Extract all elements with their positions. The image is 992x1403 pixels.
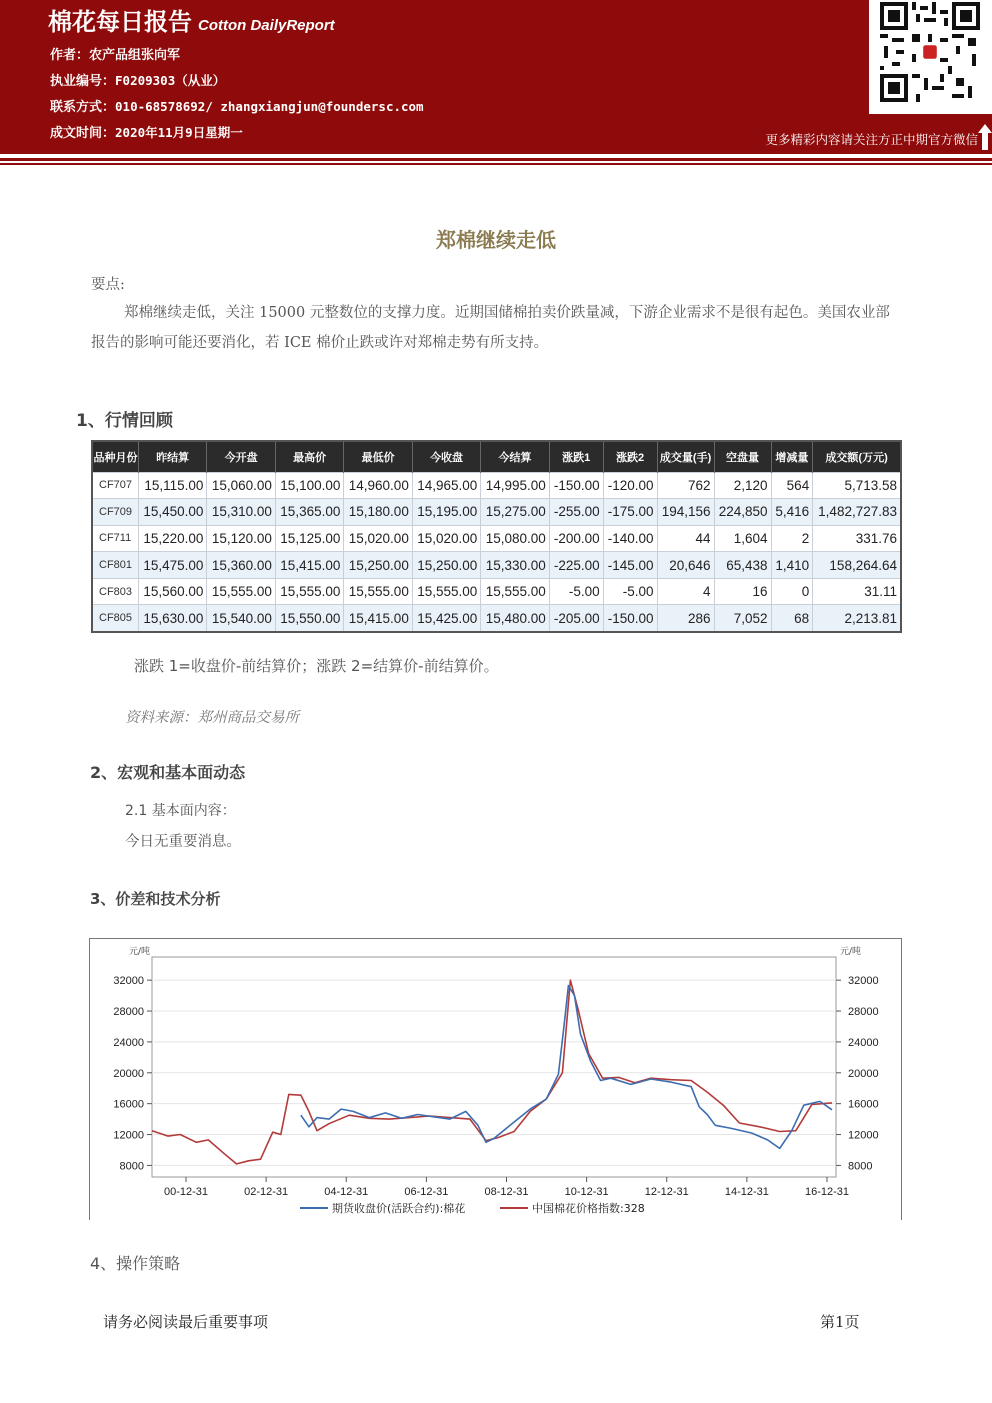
- table-cell: 15,100.00: [275, 472, 343, 499]
- table-cell: 15,220.00: [138, 525, 206, 552]
- table-cell: 15,555.00: [344, 578, 412, 605]
- price-chart: [89, 938, 902, 1220]
- table-cell: 4: [657, 578, 714, 605]
- author-name: 农产品组张向军: [89, 48, 181, 63]
- keypoints-label: 要点:: [91, 277, 125, 293]
- contact-line: [50, 96, 424, 115]
- table-cell: 15,125.00: [275, 525, 343, 552]
- x-tick-label: 02-12-31: [244, 1186, 289, 1198]
- section-technical-heading: 3、价差和技术分析: [90, 890, 221, 908]
- x-tick-label: 14-12-31: [724, 1186, 769, 1198]
- keypoints-text: 郑棉继续走低，关注 15000 元整数位的支撑力度。近期国储棉拍卖价跌量减，下游企业需求不是很有起色。美国农业部报告的影响可能还要消化，若 ICE 棉价止跌或许对郑棉走势有所支持。: [91, 305, 890, 351]
- y-tick-label: 20000: [113, 1067, 144, 1080]
- table-cell: 1,604: [714, 525, 771, 552]
- x-tick-label: 10-12-31: [564, 1186, 609, 1198]
- table-cell: 44: [657, 525, 714, 552]
- column-header: 今开盘: [207, 441, 275, 472]
- table-cell: 15,195.00: [412, 499, 480, 526]
- header-divider-thin: [0, 163, 992, 165]
- date-line: [50, 122, 243, 141]
- contact-label: 联系方式：: [50, 100, 116, 115]
- table-cell: 15,480.00: [481, 605, 549, 632]
- table-cell: 15,415.00: [275, 552, 343, 579]
- report-title: [48, 2, 335, 37]
- author-label: 作者：: [50, 48, 90, 63]
- table-cell: 564: [771, 472, 813, 499]
- table-cell: 2: [771, 525, 813, 552]
- table-cell: 15,080.00: [481, 525, 549, 552]
- contract-code-cell: CF709: [92, 499, 138, 526]
- qr-code[interactable]: [869, 0, 992, 114]
- news-text: 今日无重要消息。: [125, 834, 241, 850]
- column-header: 品种月份: [92, 441, 138, 472]
- table-cell: 1,410: [771, 552, 813, 579]
- table-cell: 15,555.00: [412, 578, 480, 605]
- table-cell: 14,995.00: [481, 472, 549, 499]
- table-cell: 2,120: [714, 472, 771, 499]
- table-cell: 15,020.00: [344, 525, 412, 552]
- header-divider: [0, 158, 992, 161]
- column-header: 今收盘: [412, 441, 480, 472]
- report-title-cn: 棉花每日报告: [48, 8, 192, 36]
- table-cell: 15,020.00: [412, 525, 480, 552]
- x-tick-label: 08-12-31: [484, 1186, 529, 1198]
- table-cell: 15,250.00: [412, 552, 480, 579]
- table-cell: 286: [657, 605, 714, 632]
- column-header: 涨跌1: [549, 441, 603, 472]
- arrow-up-icon: [978, 124, 992, 150]
- column-header: 空盘量: [714, 441, 771, 472]
- license-number: F0209303（从业）: [115, 73, 226, 88]
- table-cell: -175.00: [603, 499, 657, 526]
- table-row: [92, 578, 901, 605]
- y-tick-label: 8000: [119, 1160, 144, 1173]
- table-cell: 1,482,727.83: [813, 499, 901, 526]
- table-cell: 20,646: [657, 552, 714, 579]
- table-cell: 15,550.00: [275, 605, 343, 632]
- table-cell: 194,156: [657, 499, 714, 526]
- y-tick-label-right: 16000: [848, 1098, 879, 1111]
- table-cell: 15,275.00: [481, 499, 549, 526]
- y-axis-label-right: 元/吨: [840, 947, 862, 957]
- license-label: 执业编号：: [50, 74, 116, 89]
- table-row: [92, 552, 901, 579]
- x-tick-label: 06-12-31: [404, 1186, 449, 1198]
- report-header: [0, 0, 992, 154]
- contract-code-cell: CF707: [92, 472, 138, 499]
- y-tick-label-right: 8000: [848, 1160, 873, 1173]
- table-cell: -205.00: [549, 605, 603, 632]
- series-line: [152, 980, 832, 1164]
- subsection-fundamentals-heading: 2.1 基本面内容：: [125, 803, 236, 819]
- column-header: 成交额(万元): [813, 441, 901, 472]
- x-tick-label: 04-12-31: [324, 1186, 369, 1198]
- contract-code-cell: CF803: [92, 578, 138, 605]
- table-note: 涨跌 1=收盘价-前结算价；涨跌 2=结算价-前结算价。: [134, 657, 499, 675]
- table-cell: 224,850: [714, 499, 771, 526]
- column-header: 增减量: [771, 441, 813, 472]
- table-cell: 15,365.00: [275, 499, 343, 526]
- table-cell: 7,052: [714, 605, 771, 632]
- table-cell: 158,264.64: [813, 552, 901, 579]
- table-cell: 15,120.00: [207, 525, 275, 552]
- table-cell: 15,555.00: [207, 578, 275, 605]
- table-cell: 5,416: [771, 499, 813, 526]
- table-cell: 15,425.00: [412, 605, 480, 632]
- series-line: [301, 986, 832, 1149]
- y-tick-label-right: 20000: [848, 1067, 879, 1080]
- table-cell: 65,438: [714, 552, 771, 579]
- price-chart-svg: [90, 939, 901, 1221]
- table-cell: 15,555.00: [275, 578, 343, 605]
- table-cell: 15,560.00: [138, 578, 206, 605]
- table-cell: 762: [657, 472, 714, 499]
- section-strategy-heading: 4、操作策略: [90, 1254, 181, 1273]
- table-cell: 15,060.00: [207, 472, 275, 499]
- table-cell: 15,250.00: [344, 552, 412, 579]
- table-row: [92, 499, 901, 526]
- table-cell: -140.00: [603, 525, 657, 552]
- table-cell: 15,540.00: [207, 605, 275, 632]
- table-cell: 0: [771, 578, 813, 605]
- qr-code-icon: [879, 2, 981, 102]
- column-header: 最高价: [275, 441, 343, 472]
- table-cell: 5,713.58: [813, 472, 901, 499]
- table-cell: -255.00: [549, 499, 603, 526]
- table-cell: 14,960.00: [344, 472, 412, 499]
- y-tick-label-right: 28000: [848, 1006, 879, 1019]
- x-tick-label: 16-12-31: [804, 1186, 850, 1198]
- table-header-row: [92, 441, 901, 472]
- table-row: [92, 472, 901, 499]
- table-cell: 15,630.00: [138, 605, 206, 632]
- report-date: 2020年11月9日星期一: [115, 125, 243, 140]
- table-row: [92, 525, 901, 552]
- y-tick-label: 32000: [113, 975, 144, 988]
- contract-code-cell: CF711: [92, 525, 138, 552]
- table-cell: -145.00: [603, 552, 657, 579]
- column-header: 昨结算: [138, 441, 206, 472]
- legend-label: 期货收盘价(活跃合约):棉花: [332, 1202, 466, 1215]
- x-tick-label: 12-12-31: [644, 1186, 689, 1198]
- table-cell: -5.00: [549, 578, 603, 605]
- table-cell: 15,310.00: [207, 499, 275, 526]
- section-macro-heading: 2、宏观和基本面动态: [90, 763, 246, 782]
- contract-code-cell: CF801: [92, 552, 138, 579]
- report-title-en: Cotton DailyReport: [198, 17, 335, 34]
- column-header: 成交量(手): [657, 441, 714, 472]
- y-axis-label-left: 元/吨: [128, 947, 150, 957]
- y-tick-label-right: 32000: [848, 975, 879, 988]
- table-cell: -5.00: [603, 578, 657, 605]
- column-header: 最低价: [344, 441, 412, 472]
- table-body: [92, 472, 901, 632]
- table-cell: -200.00: [549, 525, 603, 552]
- table-cell: 15,555.00: [481, 578, 549, 605]
- y-tick-label-right: 24000: [848, 1036, 879, 1049]
- y-tick-label: 16000: [113, 1098, 144, 1111]
- table-cell: 31.11: [813, 578, 901, 605]
- y-tick-label-right: 12000: [848, 1129, 879, 1142]
- section-market-review-heading: 1、行情回顾: [76, 411, 173, 431]
- table-cell: 15,115.00: [138, 472, 206, 499]
- column-header: 涨跌2: [603, 441, 657, 472]
- column-header: 今结算: [481, 441, 549, 472]
- contact-info: 010-68578692/ zhangxiangjun@foundersc.com: [115, 99, 424, 114]
- table-cell: 68: [771, 605, 813, 632]
- legend-label: 中国棉花价格指数:328: [532, 1202, 645, 1215]
- table-cell: 2,213.81: [813, 605, 901, 632]
- author-line: [50, 44, 180, 63]
- table-cell: 15,180.00: [344, 499, 412, 526]
- page-number: 第1页: [820, 1313, 860, 1331]
- table-cell: -150.00: [549, 472, 603, 499]
- x-tick-label: 00-12-31: [163, 1186, 209, 1198]
- data-source: 资料来源：郑州商品交易所: [125, 710, 299, 726]
- y-tick-label: 12000: [113, 1129, 144, 1142]
- table-cell: 15,475.00: [138, 552, 206, 579]
- follow-wechat-text: 更多精彩内容请关注方正中期官方微信: [765, 132, 978, 147]
- table-cell: -120.00: [603, 472, 657, 499]
- table-cell: 14,965.00: [412, 472, 480, 499]
- table-cell: 331.76: [813, 525, 901, 552]
- table-cell: -225.00: [549, 552, 603, 579]
- quote-table: [91, 440, 902, 633]
- table-cell: 15,450.00: [138, 499, 206, 526]
- plot-area: [152, 957, 836, 1177]
- table-cell: 15,360.00: [207, 552, 275, 579]
- license-line: [50, 70, 225, 89]
- table-row: [92, 605, 901, 632]
- page-title: 郑棉继续走低: [436, 228, 556, 252]
- table-cell: 16: [714, 578, 771, 605]
- table-cell: 15,415.00: [344, 605, 412, 632]
- date-label: 成文时间：: [50, 126, 116, 141]
- table-cell: 15,330.00: [481, 552, 549, 579]
- y-tick-label: 24000: [113, 1036, 144, 1049]
- table-cell: -150.00: [603, 605, 657, 632]
- contract-code-cell: CF805: [92, 605, 138, 632]
- footer-disclaimer: 请务必阅读最后重要事项: [103, 1313, 269, 1331]
- y-tick-label: 28000: [113, 1006, 144, 1019]
